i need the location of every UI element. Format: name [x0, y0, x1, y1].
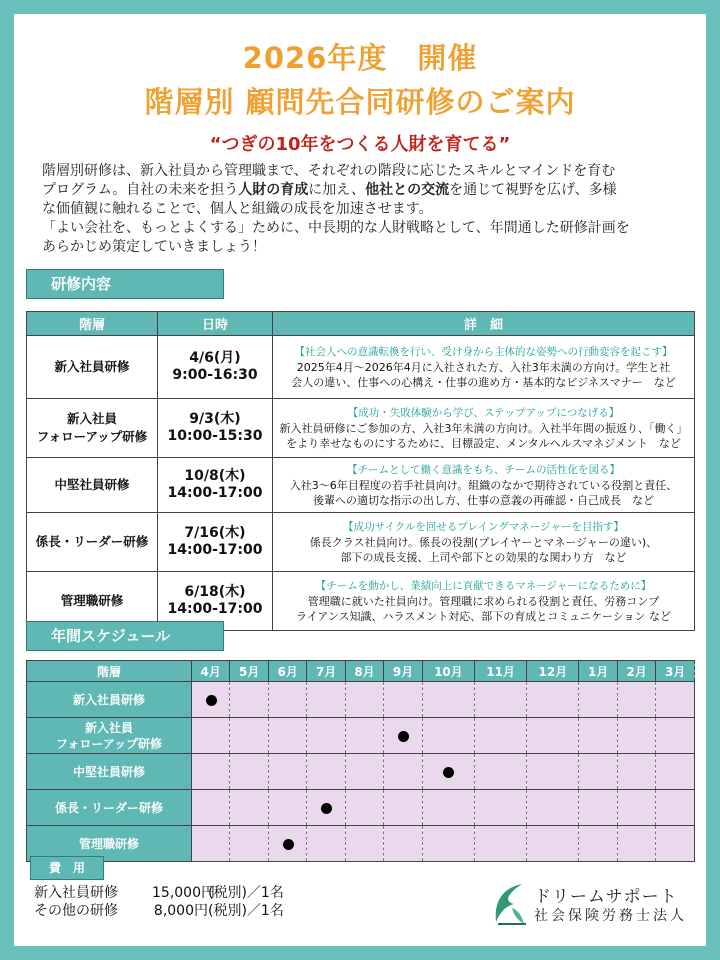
course-datetime: 4/6(月) 9:00-16:30: [158, 336, 273, 399]
schedule-level: 管理職研修: [27, 826, 192, 862]
schedule-cell: [422, 718, 474, 754]
fee-section-heading: 費 用: [30, 856, 104, 880]
schedule-cell: [617, 682, 655, 718]
schedule-cell: [345, 754, 383, 790]
tagline: “つぎの10年をつくる人財を育てる”: [209, 134, 511, 155]
schedule-row: [27, 754, 695, 790]
course-datetime: 6/18(木) 14:00-17:00: [158, 572, 273, 631]
course-detail: 【社会人への意識転換を行い、受け身から主体的な姿勢への行動変容を起こす】 2025年4月～2026年4月に入社された方、入社3年未満の方向け。学生と社 会人の違い、仕事への心構え・仕事の進め方・基本的なビジネスマナー など: [273, 336, 695, 399]
schedule-level: 係長・リーダー研修: [27, 790, 192, 826]
schedule-cell: [192, 826, 230, 862]
schedule-cell: [475, 682, 527, 718]
course-detail: 【チームを動かし、業績向上に貢献できるマネージャーになるために】 管理職に就いた社員向け。管理職に求められる役割と責任、労務コンプ ライアンス知識、ハラスメント対応、部下の育成とコミュニケーション など: [273, 572, 695, 631]
company-name: ドリームサポート: [534, 887, 678, 907]
schedule-cell: [422, 826, 474, 862]
schedule-cell: [307, 826, 345, 862]
course-section-heading: 研修内容: [26, 269, 224, 299]
schedule-cell: [617, 826, 655, 862]
month-header: 11月: [475, 661, 527, 682]
column-header: 詳 細: [273, 312, 695, 336]
schedule-cell: [268, 826, 306, 862]
schedule-cell: [527, 718, 579, 754]
scheduled-dot-icon: [398, 731, 409, 742]
scheduled-dot-icon: [283, 839, 294, 850]
schedule-cell: [527, 754, 579, 790]
schedule-cell: [656, 754, 695, 790]
course-detail: 【成功・失敗体験から学び、ステップアップにつなげる】 新入社員研修にご参加の方、入社3年未満の方向け。入社半年間の振返り、「働く」 をより幸せなものにするために、目標設定、メンタルヘルスマネジメント など: [273, 399, 695, 458]
scheduled-dot-icon: [443, 767, 454, 778]
emphasis-text: 人財の育成: [238, 182, 309, 198]
schedule-cell: [475, 790, 527, 826]
schedule-cell: [268, 790, 306, 826]
schedule-cell: [527, 790, 579, 826]
schedule-cell: [384, 790, 422, 826]
schedule-cell: [345, 682, 383, 718]
schedule-cell: [617, 754, 655, 790]
schedule-cell: [307, 718, 345, 754]
schedule-cell: [307, 682, 345, 718]
month-header: 5月: [230, 661, 268, 682]
schedule-cell: [230, 826, 268, 862]
month-header: 10月: [422, 661, 474, 682]
schedule-cell: [475, 718, 527, 754]
month-header: 7月: [307, 661, 345, 682]
month-header: 8月: [345, 661, 383, 682]
schedule-cell: [230, 718, 268, 754]
schedule-cell: [268, 718, 306, 754]
intro-line: な価値観に触れることで、個人と組織の成長を加速させます。: [42, 201, 433, 217]
schedule-cell: [345, 718, 383, 754]
schedule-cell: [230, 682, 268, 718]
schedule-row: [27, 682, 695, 718]
course-datetime: 7/16(木) 14:00-17:00: [158, 513, 273, 572]
leaf-logo-icon: [492, 882, 528, 926]
schedule-cell: [268, 754, 306, 790]
month-header: 12月: [527, 661, 579, 682]
fee-list: [34, 884, 284, 920]
intro-line: あらかじめ策定していきましょう！: [42, 239, 266, 255]
scheduled-dot-icon: [206, 695, 217, 706]
intro-line: 「よい会社を、もっとよくする」ために、中長期的な人財戦略として、年間通した研修計画を: [42, 220, 630, 236]
schedule-cell: [345, 826, 383, 862]
course-detail: 【チームとして働く意識をもち、チームの活性化を図る】 入社3～6年目程度の若手社員向け。組織のなかで期待されている役割と責任、 後輩への適切な指示の出し方、仕事の意義の再確認・自己成長 など: [273, 458, 695, 513]
schedule-cell: [656, 790, 695, 826]
schedule-cell: [384, 754, 422, 790]
schedule-cell: [307, 754, 345, 790]
schedule-cell: [656, 682, 695, 718]
table-row: [27, 336, 695, 399]
schedule-cell: [345, 790, 383, 826]
schedule-cell: [230, 790, 268, 826]
flyer-main-title: 階層別 顧問先合同研修のご案内: [144, 85, 576, 119]
flyer-page: [14, 14, 706, 946]
schedule-cell: [422, 754, 474, 790]
schedule-cell: [475, 754, 527, 790]
course-datetime: 9/3(木) 10:00-15:30: [158, 399, 273, 458]
schedule-row: [27, 826, 695, 862]
event-year-title: 2026年度 開催: [242, 41, 478, 75]
table-row: [27, 399, 695, 458]
schedule-cell: [422, 682, 474, 718]
emphasis-text: 他社との交流: [365, 182, 450, 198]
schedule-cell: [192, 790, 230, 826]
schedule-cell: [384, 718, 422, 754]
schedule-cell: [384, 682, 422, 718]
schedule-cell: [192, 682, 230, 718]
schedule-cell: [656, 718, 695, 754]
schedule-cell: [307, 790, 345, 826]
schedule-cell: [579, 718, 617, 754]
intro-line: プログラム。自社の未来を担う人財の育成に加え、他社との交流を通じて視野を広げ、多様: [42, 182, 617, 198]
schedule-cell: [475, 826, 527, 862]
fee-row: 新入社員研修 15,000円(税別)／1名: [34, 885, 284, 901]
month-header: 1月: [579, 661, 617, 682]
schedule-cell: [579, 682, 617, 718]
schedule-cell: [617, 790, 655, 826]
table-row: [27, 513, 695, 572]
company-type: 社会保険労務士法人: [534, 908, 687, 924]
schedule-table: [26, 660, 695, 862]
schedule-level: 中堅社員研修: [27, 754, 192, 790]
course-table: [26, 311, 695, 631]
course-datetime: 10/8(木) 14:00-17:00: [158, 458, 273, 513]
schedule-row: [27, 790, 695, 826]
course-level: 係長・リーダー研修: [27, 513, 158, 572]
schedule-cell: [268, 682, 306, 718]
course-level: 管理職研修: [27, 572, 158, 631]
column-header: 日時: [158, 312, 273, 336]
schedule-cell: [527, 826, 579, 862]
schedule-cell: [230, 754, 268, 790]
schedule-cell: [192, 754, 230, 790]
schedule-cell: [422, 790, 474, 826]
schedule-cell: [579, 826, 617, 862]
scheduled-dot-icon: [321, 803, 332, 814]
intro-line: 階層別研修は、新入社員から管理職まで、それぞれの階段に応じたスキルとマインドを育む: [42, 163, 616, 179]
table-row: [27, 458, 695, 513]
schedule-cell: [617, 718, 655, 754]
month-header: 6月: [268, 661, 306, 682]
schedule-level: 新入社員研修: [27, 682, 192, 718]
schedule-section-heading: 年間スケジュール: [26, 621, 224, 651]
month-header: 4月: [192, 661, 230, 682]
schedule-level: 新入社員 フォローアップ研修: [27, 718, 192, 754]
course-level: 新入社員 フォローアップ研修: [27, 399, 158, 458]
schedule-row: [27, 718, 695, 754]
month-header: 9月: [384, 661, 422, 682]
intro-paragraph: [42, 162, 692, 257]
column-header: 階層: [27, 312, 158, 336]
schedule-cell: [192, 718, 230, 754]
schedule-cell: [527, 682, 579, 718]
schedule-cell: [656, 826, 695, 862]
schedule-cell: [384, 826, 422, 862]
column-header: 階層: [27, 661, 192, 682]
schedule-cell: [579, 754, 617, 790]
month-header: 2月: [617, 661, 655, 682]
fee-row: その他の研修 8,000円(税別)／1名: [34, 903, 284, 919]
company-logo: [492, 880, 702, 930]
course-level: 新入社員研修: [27, 336, 158, 399]
schedule-cell: [579, 790, 617, 826]
course-detail: 【成功サイクルを回せるプレイングマネージャーを目指す】 係長クラス社員向け。係長の役割(プレイヤーとマネージャーの違い)、 部下の成長支援、上司や部下との効果的な関わり方 など: [273, 513, 695, 572]
course-level: 中堅社員研修: [27, 458, 158, 513]
month-header: 3月: [656, 661, 695, 682]
